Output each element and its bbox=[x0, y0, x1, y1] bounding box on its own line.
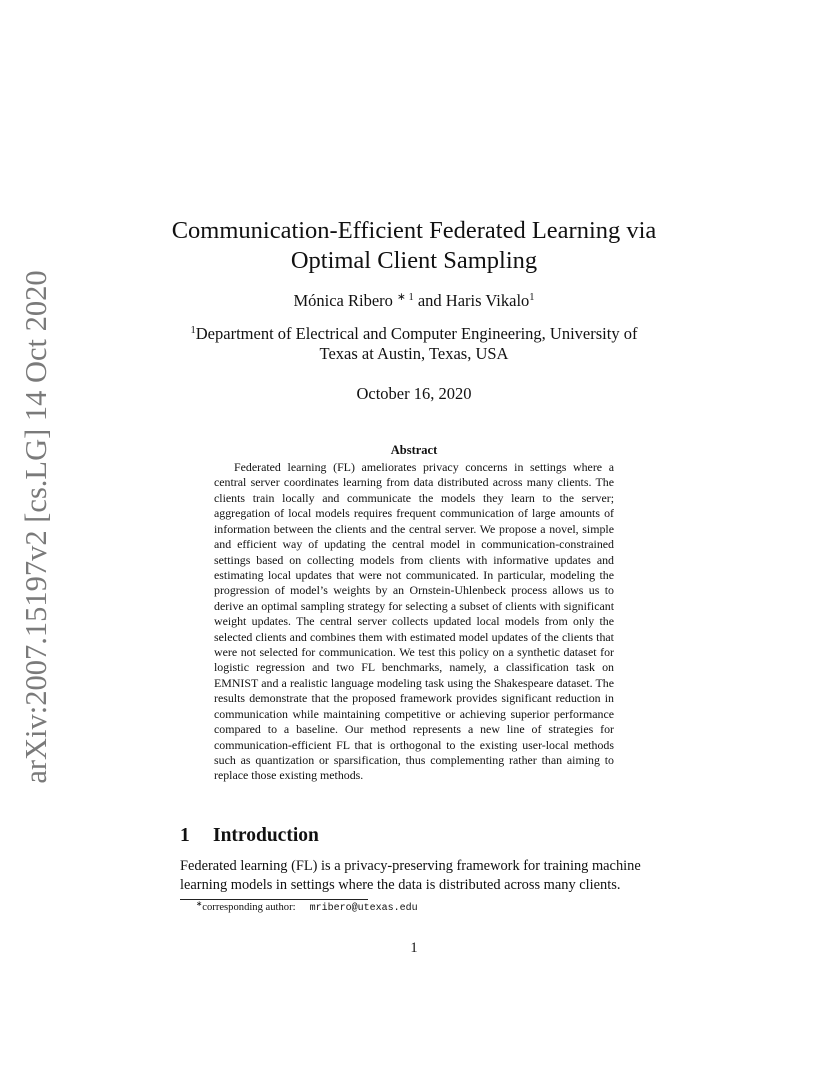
author-2-mark: 1 bbox=[529, 292, 535, 303]
paper-title bbox=[150, 216, 678, 276]
author-name-1: Mónica Ribero bbox=[293, 291, 393, 310]
page-number: 1 bbox=[410, 940, 418, 956]
footnote-mark: ∗ bbox=[196, 899, 203, 908]
footnote-corresponding-author bbox=[196, 901, 596, 916]
section-heading-introduction bbox=[180, 824, 640, 848]
title-line-1: Communication-Efficient Federated Learning via bbox=[171, 217, 657, 244]
introduction-line-1: Federated learning (FL) is a privacy-preserving framework for training machine bbox=[180, 858, 641, 874]
affiliation-line-2: Texas at Austin, Texas, USA bbox=[319, 344, 509, 363]
footnote-label: corresponding author: bbox=[202, 902, 296, 913]
arxiv-identifier-stamp: arXiv:2007.15197v2 [cs.LG] 14 Oct 2020 bbox=[19, 270, 53, 784]
section-number: 1 bbox=[180, 825, 190, 846]
paper-date: October 16, 2020 bbox=[356, 384, 472, 403]
author-connector: and bbox=[417, 291, 442, 310]
author-list bbox=[150, 290, 678, 312]
abstract-text: Federated learning (FL) ameliorates privacy concerns in settings where a central server coordinates learning from data distributed across many clients. The clients train locally and communicate the models they learn to the server; aggregation of local models requires frequent communication of large amounts of information between the clients and the central server. We propose a novel, simple and efficient way of updating the central model in communication-constrained settings based on collecting models from clients with informative updates and estimating local updates that were not communicated. In particular, modeling the progression of model’s weights by an Ornstein-Uhlenbeck process allows us to derive an optimal sampling strategy for selecting a subset of clients with significant weight updates. The central server collects updated local models from only the selected clients and combines them with estimated model updates of the clients that were not selected for communication. We test this policy on a synthetic dataset for logistic regression and two FL benchmarks, namely, a classification task on EMNIST and a realistic language modeling task using the Shakespeare dataset. The results demonstrate that the proposed framework provides significant reduction in communication while maintaining competitive or achieving superior performance compared to a baseline. Our method represents a new line of strategies for communication-efficient FL that is orthogonal to the existing user-local methods such as quantization or sparsification, thus complementing rather than aiming to replace those existing methods. bbox=[214, 460, 614, 783]
author-affiliation bbox=[150, 324, 678, 364]
corresponding-author-email: mribero@utexas.edu bbox=[309, 903, 418, 914]
affiliation-mark: 1 bbox=[190, 325, 196, 336]
author-name-2: Haris Vikalo bbox=[445, 291, 530, 310]
affiliation-line-1-text: Department of Electrical and Computer Engineering, University of bbox=[195, 324, 638, 343]
section-title: Introduction bbox=[213, 825, 319, 846]
title-line-2: Optimal Client Sampling bbox=[290, 247, 538, 274]
introduction-paragraph bbox=[180, 857, 650, 895]
author-1-marks: ∗ 1 bbox=[397, 292, 414, 303]
introduction-line-2: learning models in settings where the data is distributed across many clients. bbox=[180, 877, 621, 893]
footnote-divider bbox=[180, 899, 368, 900]
abstract-heading: Abstract bbox=[390, 443, 438, 457]
affiliation-line-1 bbox=[150, 324, 678, 344]
